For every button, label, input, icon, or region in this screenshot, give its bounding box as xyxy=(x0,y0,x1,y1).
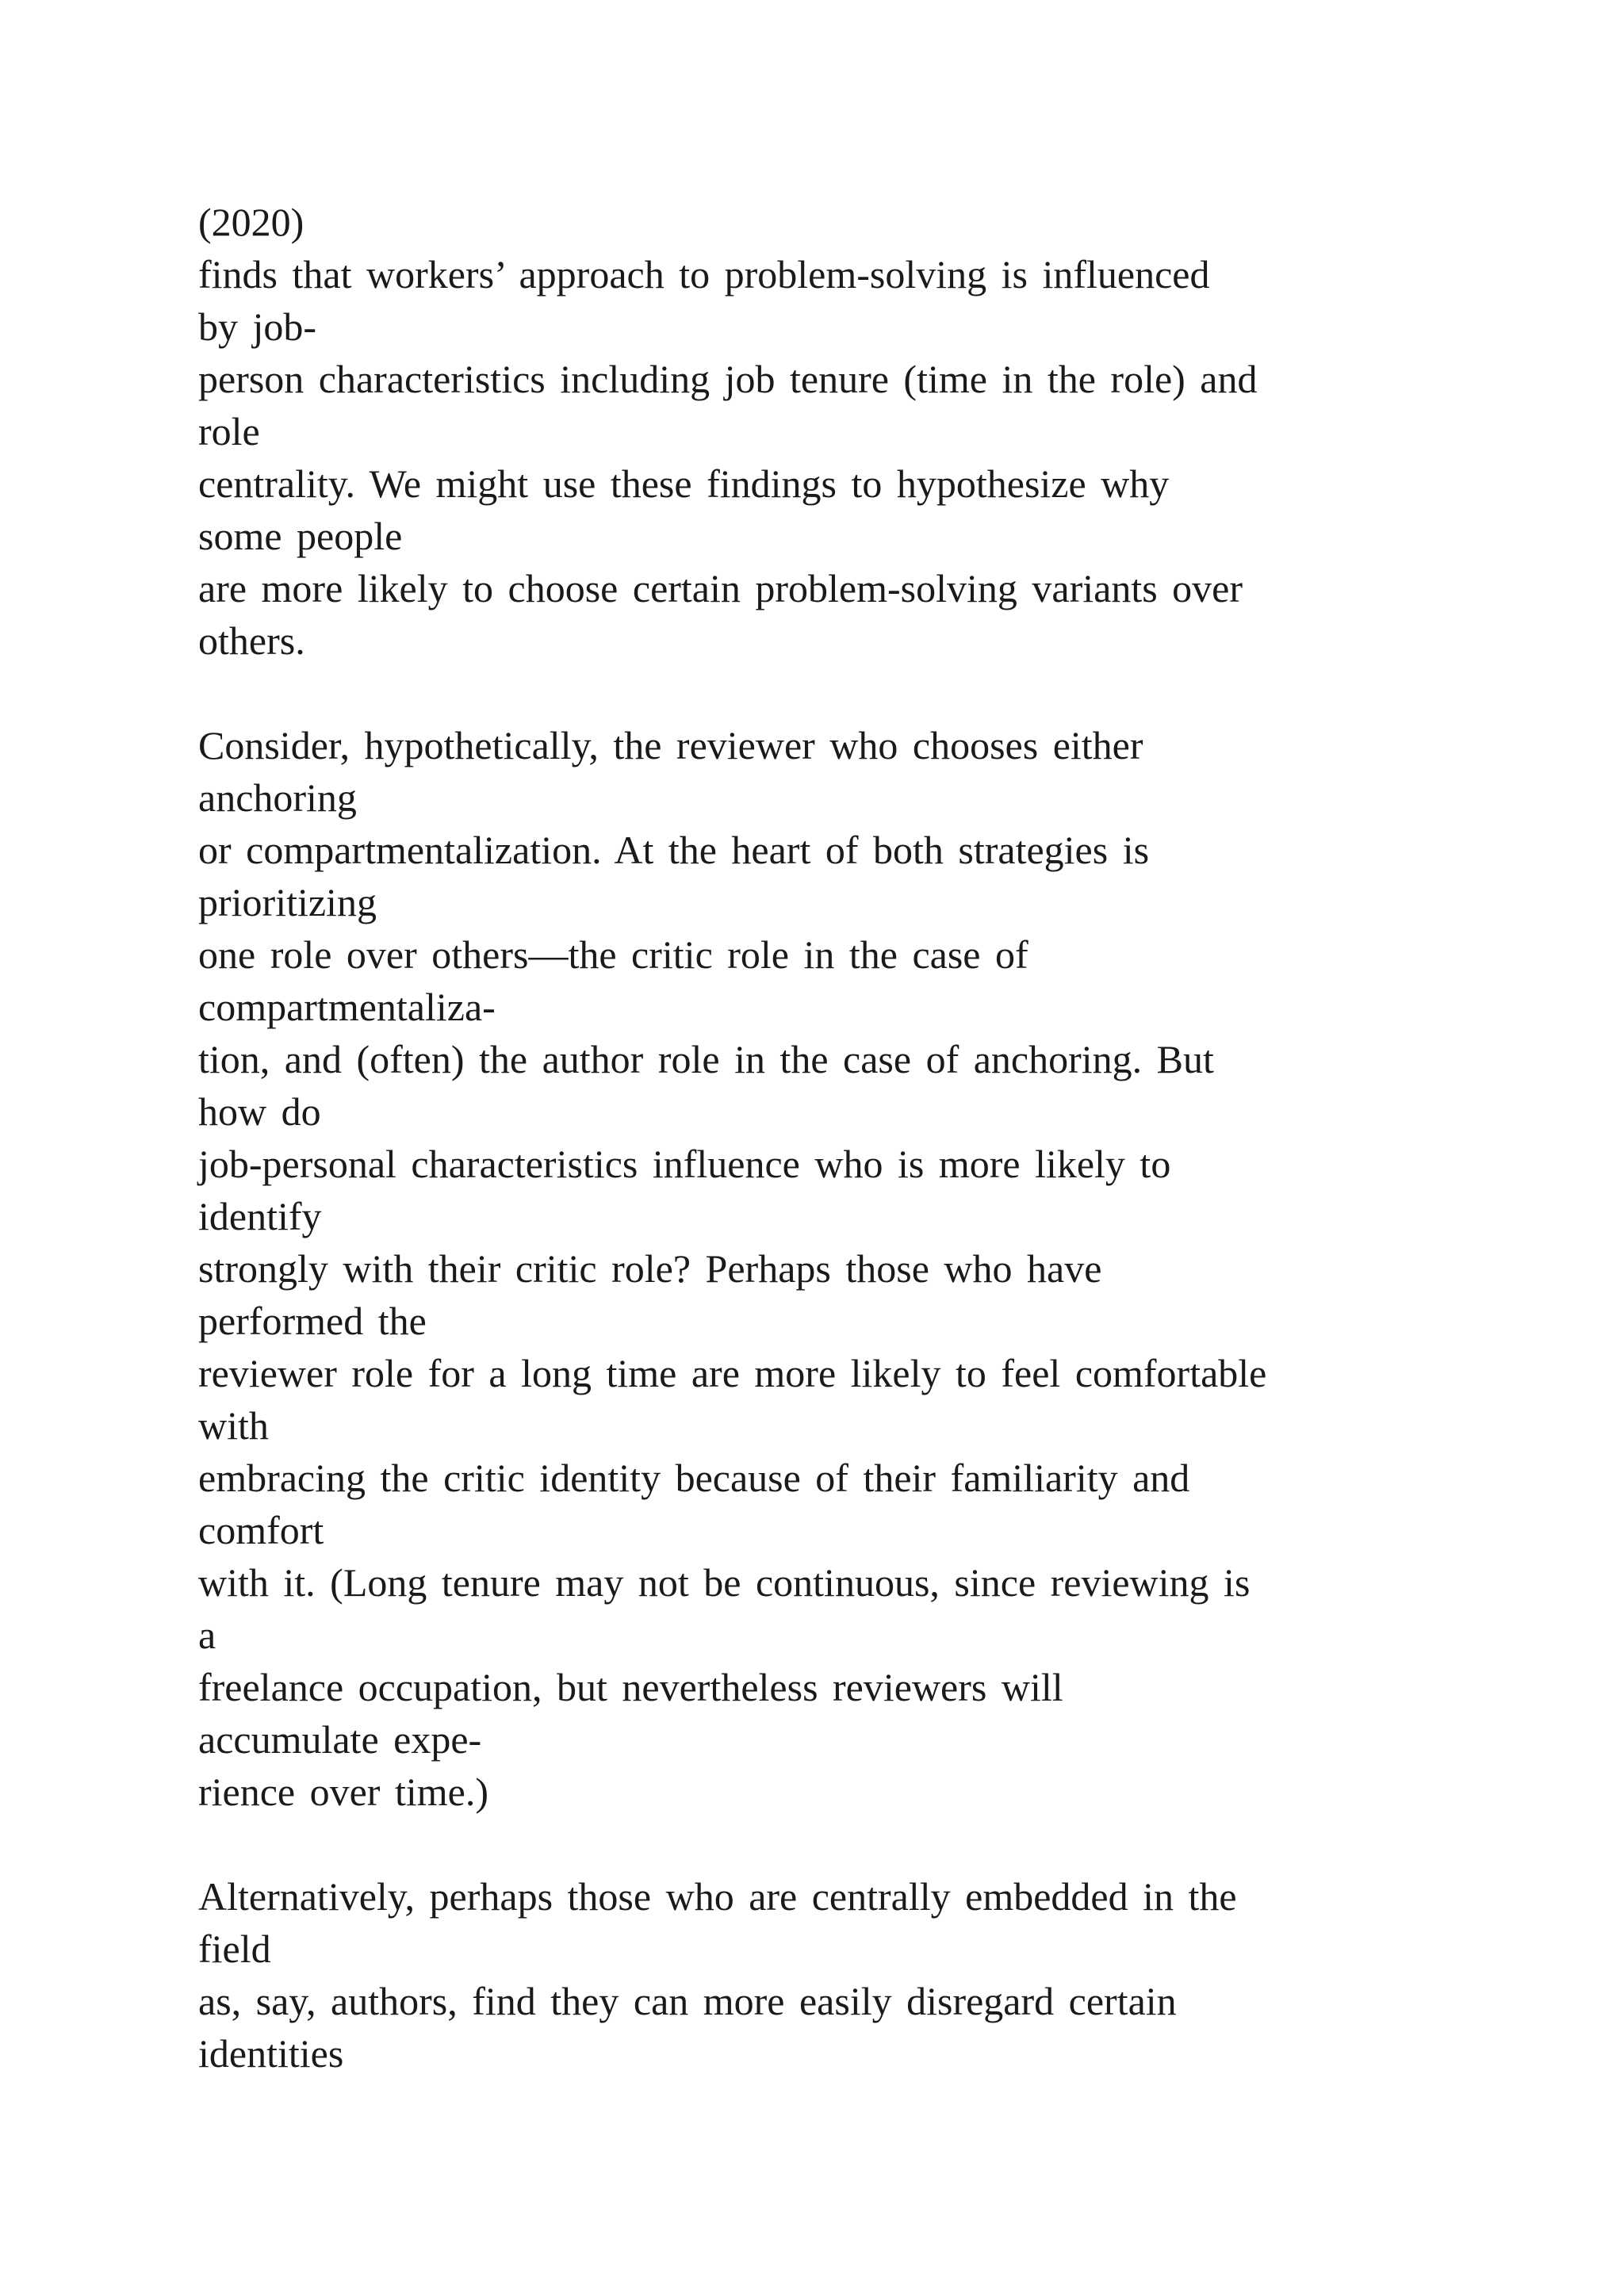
paragraph-3 xyxy=(198,1870,1507,2080)
text-line: are more likely to choose certain problem-solving variants over xyxy=(198,566,1243,610)
text-line: prioritizing xyxy=(198,880,377,924)
paragraph-break xyxy=(198,1818,1507,1870)
text-line: tion, and (often) the author role in the case of anchoring. But xyxy=(198,1037,1214,1081)
text-line: one role over others—the critic role in the case of xyxy=(198,932,1028,977)
text-line: rience over time.) xyxy=(198,1770,488,1814)
text-line: or compartmentalization. At the heart of both strategies is xyxy=(198,828,1150,872)
text-line: person characteristics including job tenure (time in the role) and xyxy=(198,357,1258,401)
text-line: Consider, hypothetically, the reviewer who chooses either xyxy=(198,723,1143,767)
text-line: finds that workers’ approach to problem-solving is influenced xyxy=(198,252,1210,297)
text-line: centrality. We might use these findings to hypothesize why xyxy=(198,461,1170,506)
text-line: comfort xyxy=(198,1508,324,1552)
text-line: strongly with their critic role? Perhaps those who have xyxy=(198,1246,1102,1291)
text-line: role xyxy=(198,409,260,453)
text-line: a xyxy=(198,1613,216,1657)
text-line: embracing the critic identity because of their familiarity and xyxy=(198,1456,1190,1500)
text-line: job-personal characteristics influence who is more likely to xyxy=(198,1142,1171,1186)
text-line: with it. (Long tenure may not be continuous, since reviewing is xyxy=(198,1560,1251,1605)
text-line: (2020) xyxy=(198,200,304,244)
text-line: freelance occupation, but nevertheless reviewers will xyxy=(198,1665,1063,1709)
text-line: with xyxy=(198,1403,269,1448)
text-line: Alternatively, perhaps those who are centrally embedded in the xyxy=(198,1874,1237,1919)
text-line: identify xyxy=(198,1194,322,1238)
text-line: compartmentaliza- xyxy=(198,985,496,1029)
text-line: field xyxy=(198,1927,271,1971)
paragraph-break xyxy=(198,667,1507,719)
paragraph-2 xyxy=(198,719,1507,1818)
text-line: anchoring xyxy=(198,775,357,820)
text-line: identities xyxy=(198,2031,344,2076)
text-line: by job- xyxy=(198,304,317,349)
document-body xyxy=(198,196,1507,2080)
text-line: as, say, authors, find they can more easily disregard certain xyxy=(198,1979,1177,2023)
text-line: some people xyxy=(198,514,403,558)
text-line: performed the xyxy=(198,1299,427,1343)
text-line: others. xyxy=(198,618,305,663)
text-line: accumulate expe- xyxy=(198,1717,482,1762)
text-line: reviewer role for a long time are more likely to feel comfortable xyxy=(198,1351,1267,1395)
text-line: how do xyxy=(198,1089,321,1134)
paragraph-1 xyxy=(198,196,1507,667)
